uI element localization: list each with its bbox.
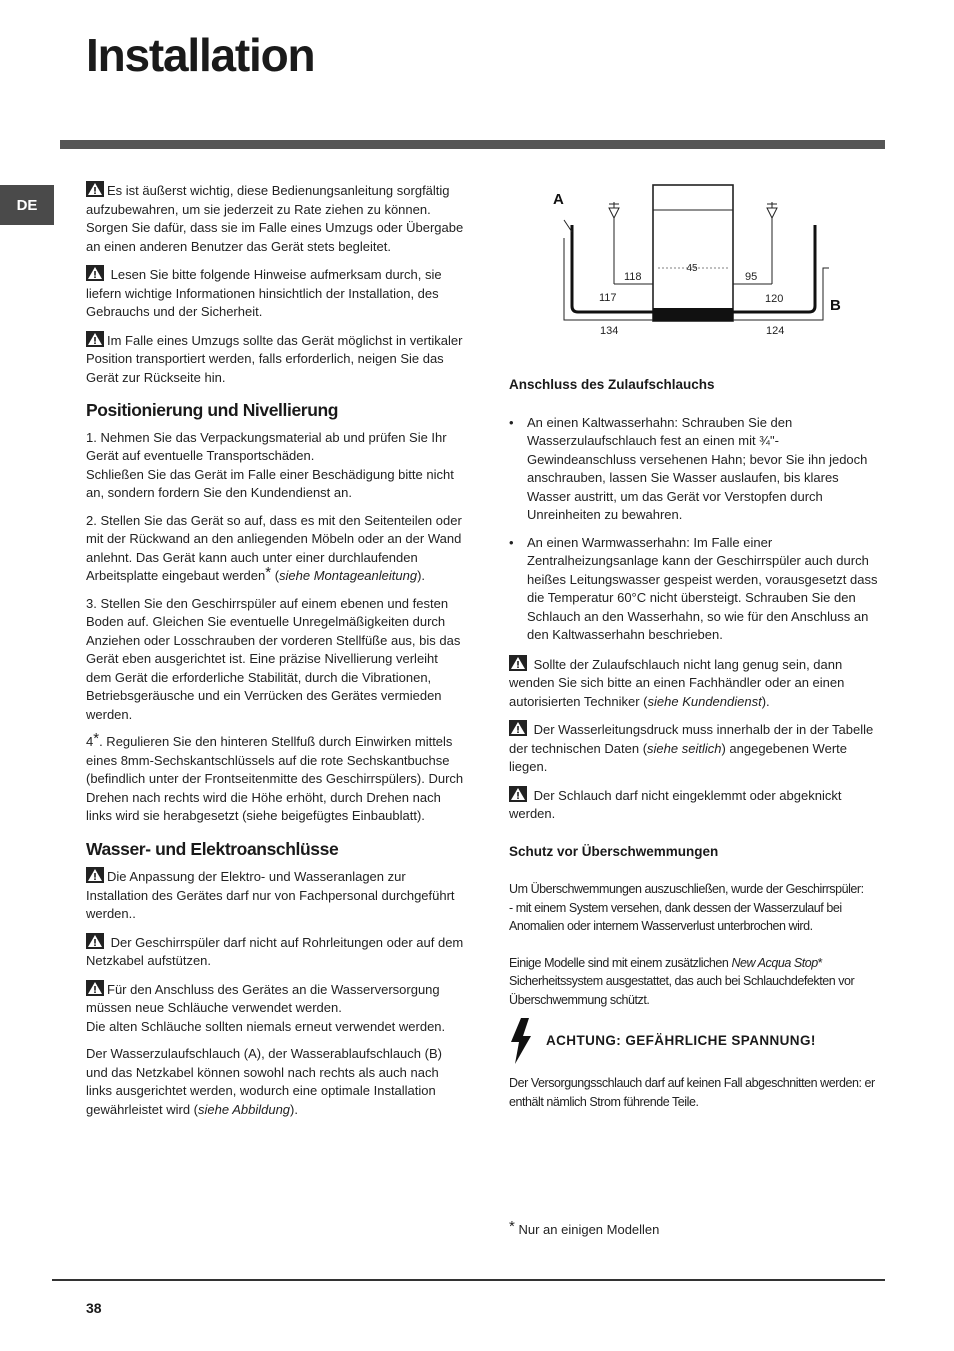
warning-icon	[86, 181, 104, 197]
step-text: Schließen Sie das Gerät im Falle einer Beschädigung bitte nicht an, sondern fordern Sie den Kundendienst an.	[86, 466, 454, 500]
warning-text: Für den Anschluss des Gerätes an die Wasserversorgung müssen neue Schläuche verwendet werden.	[86, 981, 440, 1015]
dim-120: 120	[765, 293, 784, 305]
warning-text: Im Falle eines Umzugs sollte das Gerät möglichst in vertikaler Position transportiert werden, falls erforderlich, neigen Sie das Gerät zur Rückseite hin.	[86, 332, 463, 385]
warning-icon	[86, 933, 104, 949]
step-3	[86, 595, 466, 725]
left-column	[86, 181, 466, 1128]
step-1	[86, 429, 466, 503]
warning-icon	[86, 331, 104, 347]
label-b: B	[830, 297, 841, 314]
warning-icon	[86, 265, 104, 281]
page-title: Installation	[86, 29, 315, 81]
dim-95: 95	[745, 271, 758, 283]
list-item: • An einen Warmwasserhahn: Im Falle einer Zentralheizungsanlage kann der Geschirrspüler auch durch heißes Leitungswasser gespeist werden, vorausgesetzt dass die Temperatur 60°C nicht übersteigt. Schrauben Sie den Schlauch an den Wasserhahn, so wie für den Anschluss an den Kaltwasserhahn beschrieben.	[509, 534, 885, 645]
step-2: 2. Stellen Sie das Gerät so auf, dass es mit den Seitenteilen oder mit der Rückwand an den anliegenden Möbeln oder an der Wand anlehnt. Das Gerät kann auch unter einer durchlaufenden Arbeitsplatte eingebaut werden* (siehe Montageanleitung).	[86, 512, 462, 583]
dim-117: 117	[599, 292, 617, 304]
danger-notice	[509, 1018, 885, 1064]
warning-text: Die alten Schläuche sollten niemals erneut verwendet werden.	[86, 1018, 446, 1034]
warning-paragraph	[509, 655, 885, 712]
label-a: A	[553, 191, 564, 208]
cross-reference: siehe seitlich	[647, 740, 722, 756]
right-column	[509, 374, 885, 1120]
page-number: 38	[86, 1300, 102, 1316]
footnote-marker: *	[509, 1218, 515, 1235]
cross-reference: siehe Kundendienst	[647, 693, 762, 709]
body-text: - mit einem System versehen, dank dessen der Wasserzulauf bei Anomalien oder internem Wasserverlust unterbrochen wird.	[509, 900, 842, 933]
warning-text: ) angegebenen Werte liegen.	[509, 740, 847, 774]
footer-rule	[52, 1279, 885, 1281]
warning-text: Der Schlauch darf nicht eingeklemmt oder abgeknickt werden.	[509, 787, 842, 821]
warning-text: Es ist äußerst wichtig, diese Bedienungsanleitung sorgfältig aufzubewahren, um sie jederzeit zu Rate ziehen zu können. Sorgen Sie dafür, dass sie im Falle eines Umzugs oder Übergabe an einen anderen Benutzer das Gerät stets begleitet.	[86, 183, 464, 254]
danger-paragraph: Der Versorgungsschlauch darf auf keinen Fall abgeschnitten werden: er enthält nämlich Strom führende Teile.	[509, 1076, 875, 1109]
danger-heading: ACHTUNG: GEFÄHRLICHE SPANNUNG!	[546, 1032, 816, 1048]
footnote-marker: *	[265, 564, 272, 581]
body-text: ).	[290, 1101, 298, 1117]
footnote	[509, 1218, 660, 1237]
warning-icon	[509, 720, 527, 736]
warning-paragraph	[86, 867, 466, 924]
warning-paragraph	[86, 181, 466, 256]
warning-paragraph	[509, 720, 885, 777]
warning-text: Der Wasserleitungsdruck muss innerhalb der in der Tabelle der technischen Daten (	[509, 722, 874, 756]
footnote-marker: *	[93, 730, 100, 747]
inlet-list	[509, 414, 885, 645]
lightning-bolt-icon	[509, 1018, 535, 1064]
cross-reference: siehe Abbildung	[198, 1101, 291, 1117]
hoses-paragraph	[86, 1045, 466, 1119]
appliance-base	[653, 308, 733, 321]
section-heading-inlet: Anschluss des Zulaufschlauchs	[509, 377, 715, 392]
warning-text: Sollte der Zulaufschlauch nicht lang genug sein, dann wenden Sie sich bitte an einen Fachhändler oder an einen autorisierten Techniker (	[509, 656, 845, 709]
warning-icon	[86, 867, 104, 883]
flood-paragraph	[509, 954, 885, 1010]
body-text: Einige Modelle sind mit einem zusätzlichen	[509, 955, 732, 970]
warning-paragraph	[509, 786, 885, 824]
flood-paragraph	[509, 880, 885, 936]
warning-icon	[509, 655, 527, 671]
body-text: Der Wasserzulaufschlauch (A), der Wasserablaufschlauch (B) und das Netzkabel können sowohl nach rechts als auch nach links ausgerichtet werden, wodurch eine optimale Installation gewährleistet wird (	[86, 1046, 442, 1117]
step-text: 3. Stellen Sie den Geschirrspüler auf einem ebenen und festen Boden auf. Gleichen Sie eventuelle Unregelmäßigkeiten durch Anziehen oder Losschrauben der vorderen Stellfüße aus, bis das Gerät eben ausgerichtet ist. Eine präzise Nivellierung verleiht dem Gerät die erforderliche Stabilität, durch die Vibrationen, Betriebsgeräusche und ein Verrücken des Gerätes vermieden werden.	[86, 595, 461, 722]
brand-name: New Acqua Stop	[731, 955, 818, 970]
warning-paragraph	[86, 331, 466, 388]
warning-paragraph	[86, 265, 466, 322]
dim-45: 45	[686, 263, 698, 274]
list-item: • An einen Kaltwasserhahn: Schrauben Sie den Wasserzulaufschlauch fest an einen mit ¾"-Gewindeanschluss versehenen Hahn; bevor Sie ihn jedoch anschrauben, lassen Sie Wasser auslaufen, bis klares Wasser austritt, um das Gerät vor Verstopfen durch Unreinheiten zu bewahren.	[509, 414, 885, 525]
hose-b-pointer	[823, 268, 829, 275]
warning-paragraph	[86, 933, 466, 971]
body-text: Sicherheitssystem ausgestattet, das auch bei Schlauchdefekten vor Überschwemmung schützt.	[509, 974, 855, 1007]
footnote-text: Nur an einigen Modellen	[518, 1222, 660, 1237]
hose-layout-diagram	[545, 180, 865, 345]
footnote-marker: *	[817, 955, 823, 970]
dim-118: 118	[624, 271, 642, 283]
right-tap-icon	[767, 208, 777, 218]
section-heading-flood: Schutz vor Überschwemmungen	[509, 843, 719, 859]
warning-paragraph	[86, 980, 466, 1037]
language-tab: DE	[0, 185, 54, 225]
step-number: 4	[86, 734, 94, 749]
warning-icon	[509, 786, 527, 802]
warning-text: Der Geschirrspüler darf nicht auf Rohrleitungen oder auf dem Netzkabel aufstützen.	[86, 934, 464, 968]
warning-text: Die Anpassung der Elektro- und Wasseranlagen zur Installation des Gerätes darf nur von Fachpersonal durchgeführt werden..	[86, 869, 455, 921]
step-text: . Regulieren Sie den hinteren Stellfuß durch Einwirken mittels eines 8mm-Sechskantschlüssels auf die rote Sechskantbuchse (befindlich unter der Frontseitenmitte des Geschirrspülers). Durch Drehen nach rechts wird die Höhe erhöht, durch Drehen nach links wird sie herabgesetzt (siehe beigefügtes Einbaublatt).	[86, 734, 464, 823]
section-heading-connections: Wasser- und Elektroanschlüsse	[86, 838, 339, 859]
dim-124: 124	[766, 325, 785, 337]
step-text: 1. Nehmen Sie das Verpackungsmaterial ab und prüfen Sie Ihr Gerät auf eventuelle Transportschäden.	[86, 429, 447, 463]
cross-reference: siehe Montageanleitung	[279, 568, 418, 583]
step-text: 2. Stellen Sie das Gerät so auf, dass es mit den Seitenteilen oder mit der Rückwand an den anliegenden Möbeln oder an der Wand anlehnt. Das Gerät kann auch unter einer durchlaufenden Arbeitsplatte eingebaut werden	[86, 512, 462, 583]
left-tap-icon	[609, 208, 619, 218]
warning-text: ).	[761, 693, 770, 709]
section-heading-positioning: Positionierung und Nivellierung	[86, 400, 339, 420]
warning-icon	[86, 980, 104, 996]
appliance-outline	[653, 185, 733, 321]
dim-134: 134	[600, 325, 619, 337]
warning-text: Lesen Sie bitte folgende Hinweise aufmerksam durch, sie liefern wichtige Informationen hinsichtlich der Installation, des Gebrauchs und der Sicherheit.	[86, 267, 442, 319]
header-rule	[60, 140, 885, 149]
step-4	[86, 730, 466, 826]
body-text: Um Überschwemmungen auszuschließen, wurde der Geschirrspüler:	[509, 882, 864, 896]
